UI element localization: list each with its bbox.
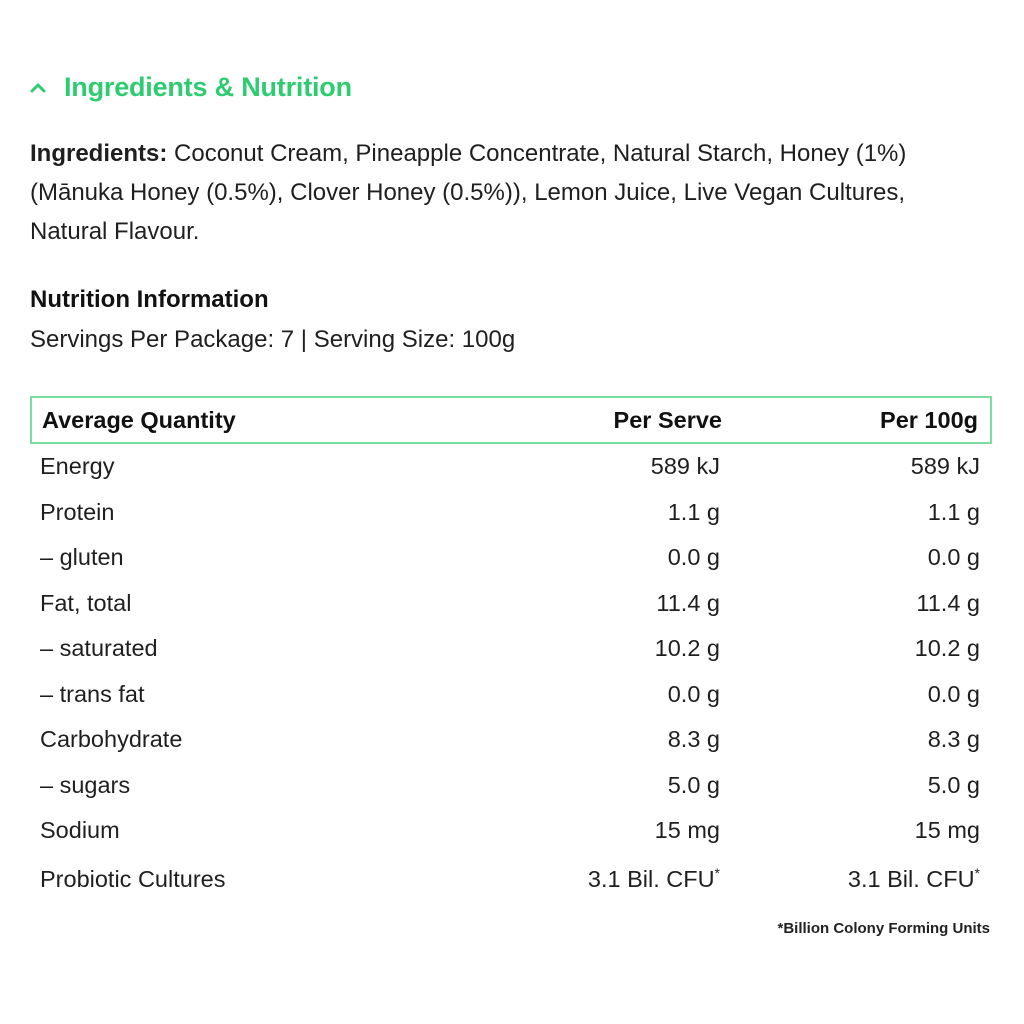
row-per-100g	[720, 635, 992, 662]
row-per-100g	[720, 817, 992, 844]
table-row	[30, 626, 992, 672]
chevron-up-icon[interactable]	[28, 78, 48, 98]
row-per-100g	[720, 772, 992, 799]
row-per-100g-value: 1.1 g	[927, 498, 980, 525]
footnote-marker: *	[714, 865, 720, 882]
row-per-serve	[480, 499, 720, 526]
row-per-serve-value: 0.0 g	[667, 680, 720, 707]
header-average-quantity: Average Quantity	[42, 406, 236, 433]
table-row	[30, 581, 992, 627]
row-per-serve	[480, 590, 720, 617]
row-per-100g-value: 11.4 g	[916, 589, 980, 616]
row-name-value: – saturated	[40, 635, 158, 662]
servings-info: Servings Per Package: 7 | Serving Size: 100g	[30, 326, 516, 353]
row-per-serve	[480, 453, 720, 480]
row-per-100g-value: 10.2 g	[914, 635, 980, 662]
row-per-100g	[720, 499, 992, 526]
row-name	[30, 772, 480, 799]
row-per-serve	[480, 635, 720, 662]
row-per-serve-value: 3.1 Bil. CFU	[587, 866, 715, 892]
row-name	[30, 544, 480, 571]
row-per-serve-value: 8.3 g	[667, 726, 720, 753]
row-per-serve	[480, 544, 720, 571]
table-row	[30, 808, 992, 854]
nutrition-table	[30, 396, 992, 906]
footnote-marker: *	[974, 865, 980, 882]
footnote-cfu: *Billion Colony Forming Units	[777, 920, 990, 937]
row-per-100g-value: 589 kJ	[910, 453, 980, 480]
table-row	[30, 717, 992, 763]
row-name-value: Sodium	[40, 817, 120, 844]
header-per-serve: Per Serve	[613, 406, 722, 433]
row-name-value: Fat, total	[40, 589, 132, 616]
row-name	[30, 590, 480, 617]
table-row	[30, 444, 992, 490]
row-per-serve-value: 1.1 g	[667, 498, 720, 525]
row-per-100g	[720, 590, 992, 617]
row-name-value: Carbohydrate	[40, 726, 183, 753]
row-name	[30, 453, 480, 480]
row-per-serve	[480, 817, 720, 844]
row-name	[30, 681, 480, 708]
table-row	[30, 490, 992, 536]
table-row	[30, 672, 992, 718]
accordion-header-ingredients-nutrition[interactable]	[28, 72, 352, 103]
row-per-serve-value: 11.4 g	[656, 589, 720, 616]
row-per-100g	[720, 544, 992, 571]
table-row	[30, 763, 992, 809]
ingredients-text: Coconut Cream, Pineapple Concentrate, Natural Starch, Honey (1%) (Mānuka Honey (0.5%), Clover Honey (0.5%)), Lemon Juice, Live Vegan Cultures, Natural Flavour.	[30, 140, 907, 245]
row-name	[30, 866, 480, 893]
row-per-100g-value: 0.0 g	[927, 680, 980, 707]
row-name	[30, 499, 480, 526]
header-per-100g: Per 100g	[880, 406, 978, 433]
row-per-serve-value: 10.2 g	[654, 635, 720, 662]
row-per-100g	[720, 726, 992, 753]
row-per-100g-value: 0.0 g	[927, 544, 980, 571]
row-per-serve	[480, 681, 720, 708]
table-row	[30, 535, 992, 581]
row-per-100g-value: 15 mg	[914, 817, 980, 844]
nutrition-table-header	[30, 396, 992, 444]
row-per-serve-value: 0.0 g	[667, 544, 720, 571]
row-name-value: Probiotic Cultures	[40, 866, 226, 892]
row-per-100g	[720, 453, 992, 480]
row-per-serve-value: 589 kJ	[650, 453, 720, 480]
row-name-value: – trans fat	[40, 680, 145, 707]
table-row	[30, 854, 992, 906]
row-per-100g-value: 3.1 Bil. CFU	[847, 866, 975, 892]
row-per-serve	[480, 772, 720, 799]
row-name-value: – sugars	[40, 771, 131, 798]
ingredients-paragraph	[30, 134, 980, 251]
row-name-value: – gluten	[40, 544, 124, 571]
ingredients-label: Ingredients:	[30, 140, 168, 167]
row-per-serve	[480, 866, 720, 893]
row-per-100g	[720, 866, 992, 893]
row-name	[30, 726, 480, 753]
row-per-serve	[480, 726, 720, 753]
row-per-serve-value: 5.0 g	[667, 771, 720, 798]
accordion-title[interactable]: Ingredients & Nutrition	[64, 72, 352, 102]
row-per-serve-value: 15 mg	[654, 817, 720, 844]
row-name	[30, 635, 480, 662]
row-name	[30, 817, 480, 844]
row-name-value: Energy	[40, 453, 115, 480]
row-per-100g-value: 8.3 g	[927, 726, 980, 753]
row-per-100g	[720, 681, 992, 708]
row-name-value: Protein	[40, 498, 115, 525]
row-per-100g-value: 5.0 g	[927, 771, 980, 798]
nutrition-heading: Nutrition Information	[30, 286, 269, 313]
